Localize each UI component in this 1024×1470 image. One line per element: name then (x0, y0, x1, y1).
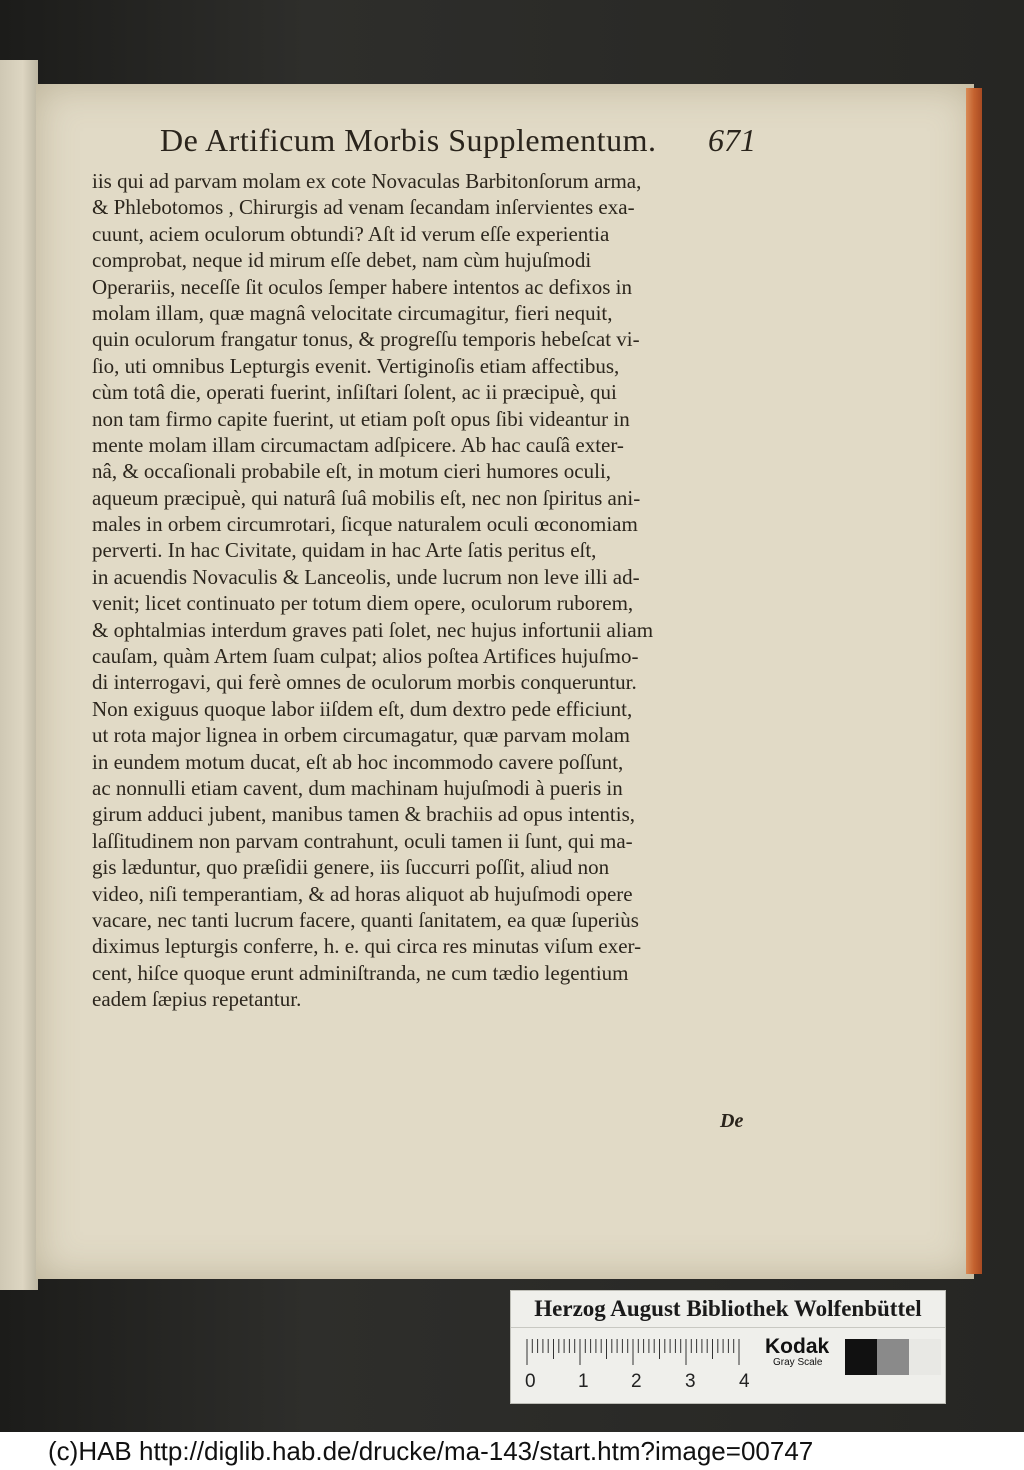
text-line: & Phlebotomos , Chirurgis ad venam ſecandam inſervientes exa- (92, 195, 635, 220)
text-line: in acuendis Novaculis & Lanceolis, unde lucrum non leve illi ad- (92, 564, 640, 589)
text-line: ſio, uti omnibus Lepturgis evenit. Vertiginoſis etiam affectibus, (92, 353, 620, 378)
text-line: diximus lepturgis conferre, h. e. qui circa res minutas viſum exer- (92, 934, 642, 959)
text-line: comprobat, neque id mirum eſſe debet, nam cùm hujuſmodi (92, 248, 592, 273)
ruler-ticks (527, 1339, 739, 1365)
text-line: molam illam, quæ magnâ velocitate circumagitur, fieri nequit, (92, 300, 613, 325)
text-line: vacare, nec tanti lucrum facere, quanti ſanitatem, ea quæ ſuperiùs (92, 907, 639, 932)
color-target-card (510, 1290, 946, 1404)
text-line: cauſam, quàm Artem ſuam culpat; alios poſtea Artifices hujuſmo- (92, 644, 639, 669)
text-line: non tam firmo capite fuerint, ut etiam poſt opus ſibi videantur in (92, 406, 630, 431)
text-line: laſſitudinem non parvam contrahunt, oculi tamen ii ſunt, qui ma- (92, 828, 633, 853)
page-red-edge (966, 88, 982, 1274)
ruler-number: 3 (685, 1371, 696, 1392)
text-line: girum adduci jubent, manibus tamen & brachiis ad opus intentis, (92, 802, 635, 827)
text-line: cent, hiſce quoque erunt adminiſtranda, ne cum tædio legentium (92, 960, 629, 985)
text-line: in eundem motum ducat, eſt ab hoc incommodo cavere poſſunt, (92, 749, 624, 774)
copyright-url: (c)HAB http://diglib.hab.de/drucke/ma-143/start.htm?image=00747 (48, 1436, 814, 1466)
text-line: ut rota major lignea in orbem circumagatur, quæ parvam molam (92, 723, 630, 748)
gray-swatch-mid (877, 1339, 909, 1375)
ruler-number: 1 (578, 1371, 589, 1392)
gray-swatch-dark (845, 1339, 877, 1375)
text-line: nâ, & occaſionali probabile eſt, in motum cieri humores oculi, (92, 459, 612, 484)
text-line: venit; licet continuato per totum diem opere, oculorum ruborem, (92, 591, 634, 616)
gray-swatch-light (909, 1339, 941, 1375)
text-line: cuunt, aciem oculorum obtundi? Aſt id verum eſſe experientia (92, 221, 610, 246)
page-number: 671 (708, 122, 756, 158)
kodak-logo: Kodak (765, 1335, 830, 1358)
text-line: Non exiguus quoque labor iiſdem eſt, dum dextro pede efficiunt, (92, 696, 633, 721)
text-line: quin oculorum frangatur tonus, & progreſſu temporis hebeſcat vi- (92, 327, 640, 352)
text-line: Operariis, neceſſe ſit oculos ſemper habere intentos ac defixos in (92, 274, 632, 299)
gray-scale-label: Gray Scale (773, 1357, 823, 1368)
ruler-number: 4 (739, 1371, 750, 1392)
text-line: gis læduntur, quo præſidii genere, iis ſuccurri poſſit, aliud non (92, 855, 610, 880)
text-line: ac nonnulli etiam cavent, dum machinam hujuſmodi à pueris in (92, 775, 623, 800)
text-line: iis qui ad parvam molam ex cote Novaculas Barbitonſorum arma, (92, 169, 642, 193)
text-line: aqueum præcipuè, qui naturâ ſuâ mobilis eſt, nec non ſpiritus ani- (92, 485, 641, 510)
text-line: eadem ſæpius repetantur. (92, 987, 302, 1012)
library-name: Herzog August Bibliothek Wolfenbüttel (511, 1291, 945, 1328)
text-line: perverti. In hac Civitate, quidam in hac Arte ſatis peritus eſt, (92, 538, 597, 563)
ruler-scale (519, 1335, 759, 1395)
facing-page-edge (0, 60, 38, 1290)
ruler-number: 2 (631, 1371, 642, 1392)
catchword: De (720, 1110, 744, 1132)
running-head: De Artificum Morbis Supplementum. (160, 122, 657, 158)
ruler-number: 0 (525, 1371, 536, 1392)
text-line: cùm totâ die, operati fuerint, inſiſtari ſolent, ac ii præcipuè, qui (92, 380, 617, 405)
footer-bar (0, 1432, 1024, 1470)
text-line: males in orbem circumrotari, ſicque naturalem oculi œconomiam (92, 512, 638, 537)
text-line: mente molam illam circumactam adſpicere. Ab hac cauſâ exter- (92, 432, 624, 457)
text-line: di interrogavi, qui ferè omnes de oculorum morbis conqueruntur. (92, 670, 637, 695)
text-line: video, niſi temperantiam, & ad horas aliquot ab hujuſmodi opere (92, 881, 633, 906)
body-text (92, 168, 772, 1013)
text-line: & ophtalmias interdum graves pati ſolet, nec hujus infortunii aliam (92, 617, 654, 642)
